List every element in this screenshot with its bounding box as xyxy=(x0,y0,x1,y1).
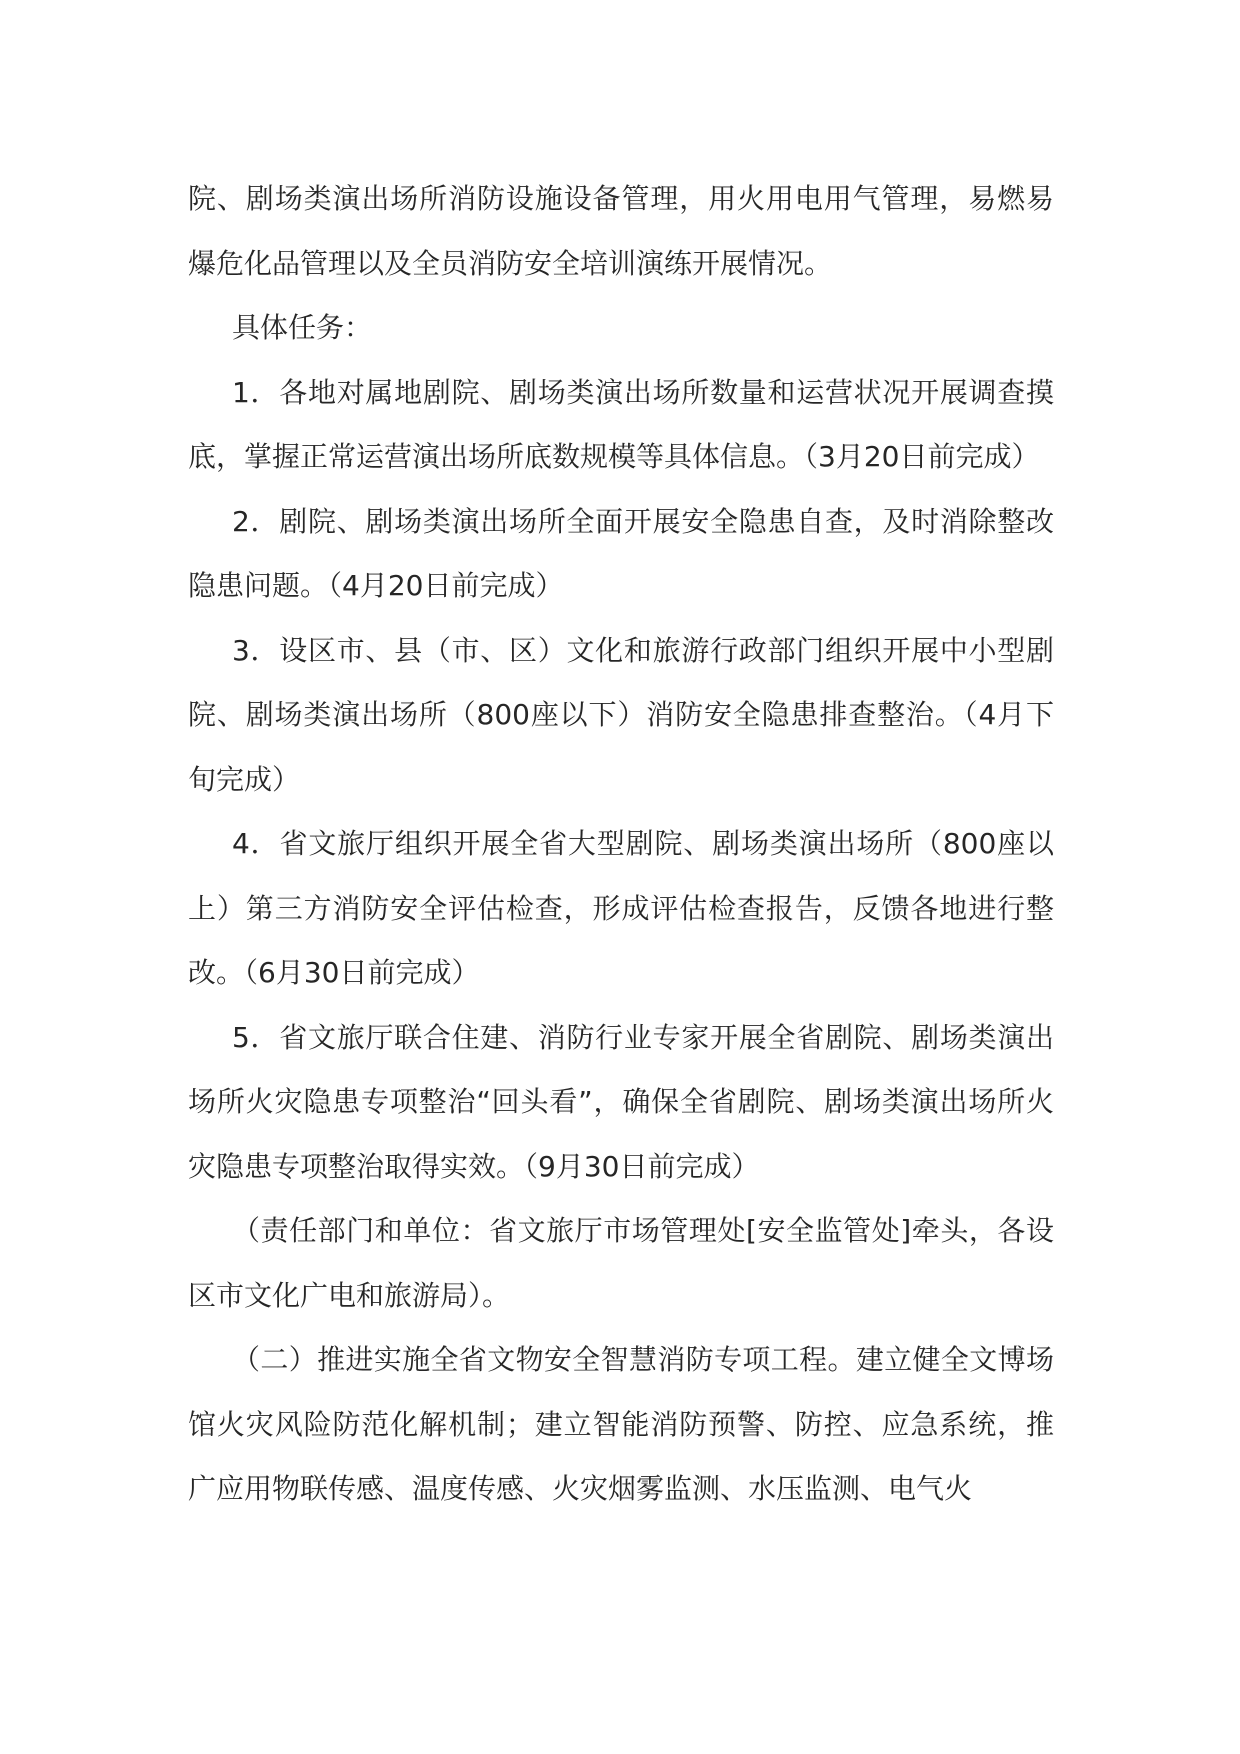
paragraph-task-3: 3．设区市、县（市、区）文化和旅游行政部门组织开展中小型剧院、剧场类演出场所（800座以下）消防安全隐患排查整治。（4月下旬完成） xyxy=(188,633,1054,796)
paragraph-responsibility: （责任部门和单位：省文旅厅市场管理处[安全监管处]牵头，各设区市文化广电和旅游局）。 xyxy=(188,1214,1054,1312)
document-page xyxy=(188,167,1054,1522)
paragraph-task-5: 5．省文旅厅联合住建、消防行业专家开展全省剧院、剧场类演出场所火灾隐患专项整治“回头看”，确保全省剧院、剧场类演出场所火灾隐患专项整治取得实效。（9月30日前完成） xyxy=(188,1020,1054,1183)
paragraph-task-2: 2．剧院、剧场类演出场所全面开展安全隐患自查，及时消除整改隐患问题。（4月20日前完成） xyxy=(188,504,1054,602)
paragraph-task-1: 1．各地对属地剧院、剧场类演出场所数量和运营状况开展调查摸底，掌握正常运营演出场所底数规模等具体信息。（3月20日前完成） xyxy=(188,375,1054,473)
paragraph-continuation: 院、剧场类演出场所消防设施设备管理，用火用电用气管理，易燃易爆危化品管理以及全员消防安全培训演练开展情况。 xyxy=(188,182,1054,280)
paragraph-section-2: （二）推进实施全省文物安全智慧消防专项工程。建立健全文博场馆火灾风险防范化解机制；建立智能消防预警、防控、应急系统，推广应用物联传感、温度传感、火灾烟雾监测、水压监测、电气火 xyxy=(188,1343,1054,1505)
paragraph-task-4: 4．省文旅厅组织开展全省大型剧院、剧场类演出场所（800座以上）第三方消防安全评估检查，形成评估检查报告，反馈各地进行整改。（6月30日前完成） xyxy=(188,827,1054,989)
paragraph-tasks-heading: 具体任务： xyxy=(232,311,373,344)
